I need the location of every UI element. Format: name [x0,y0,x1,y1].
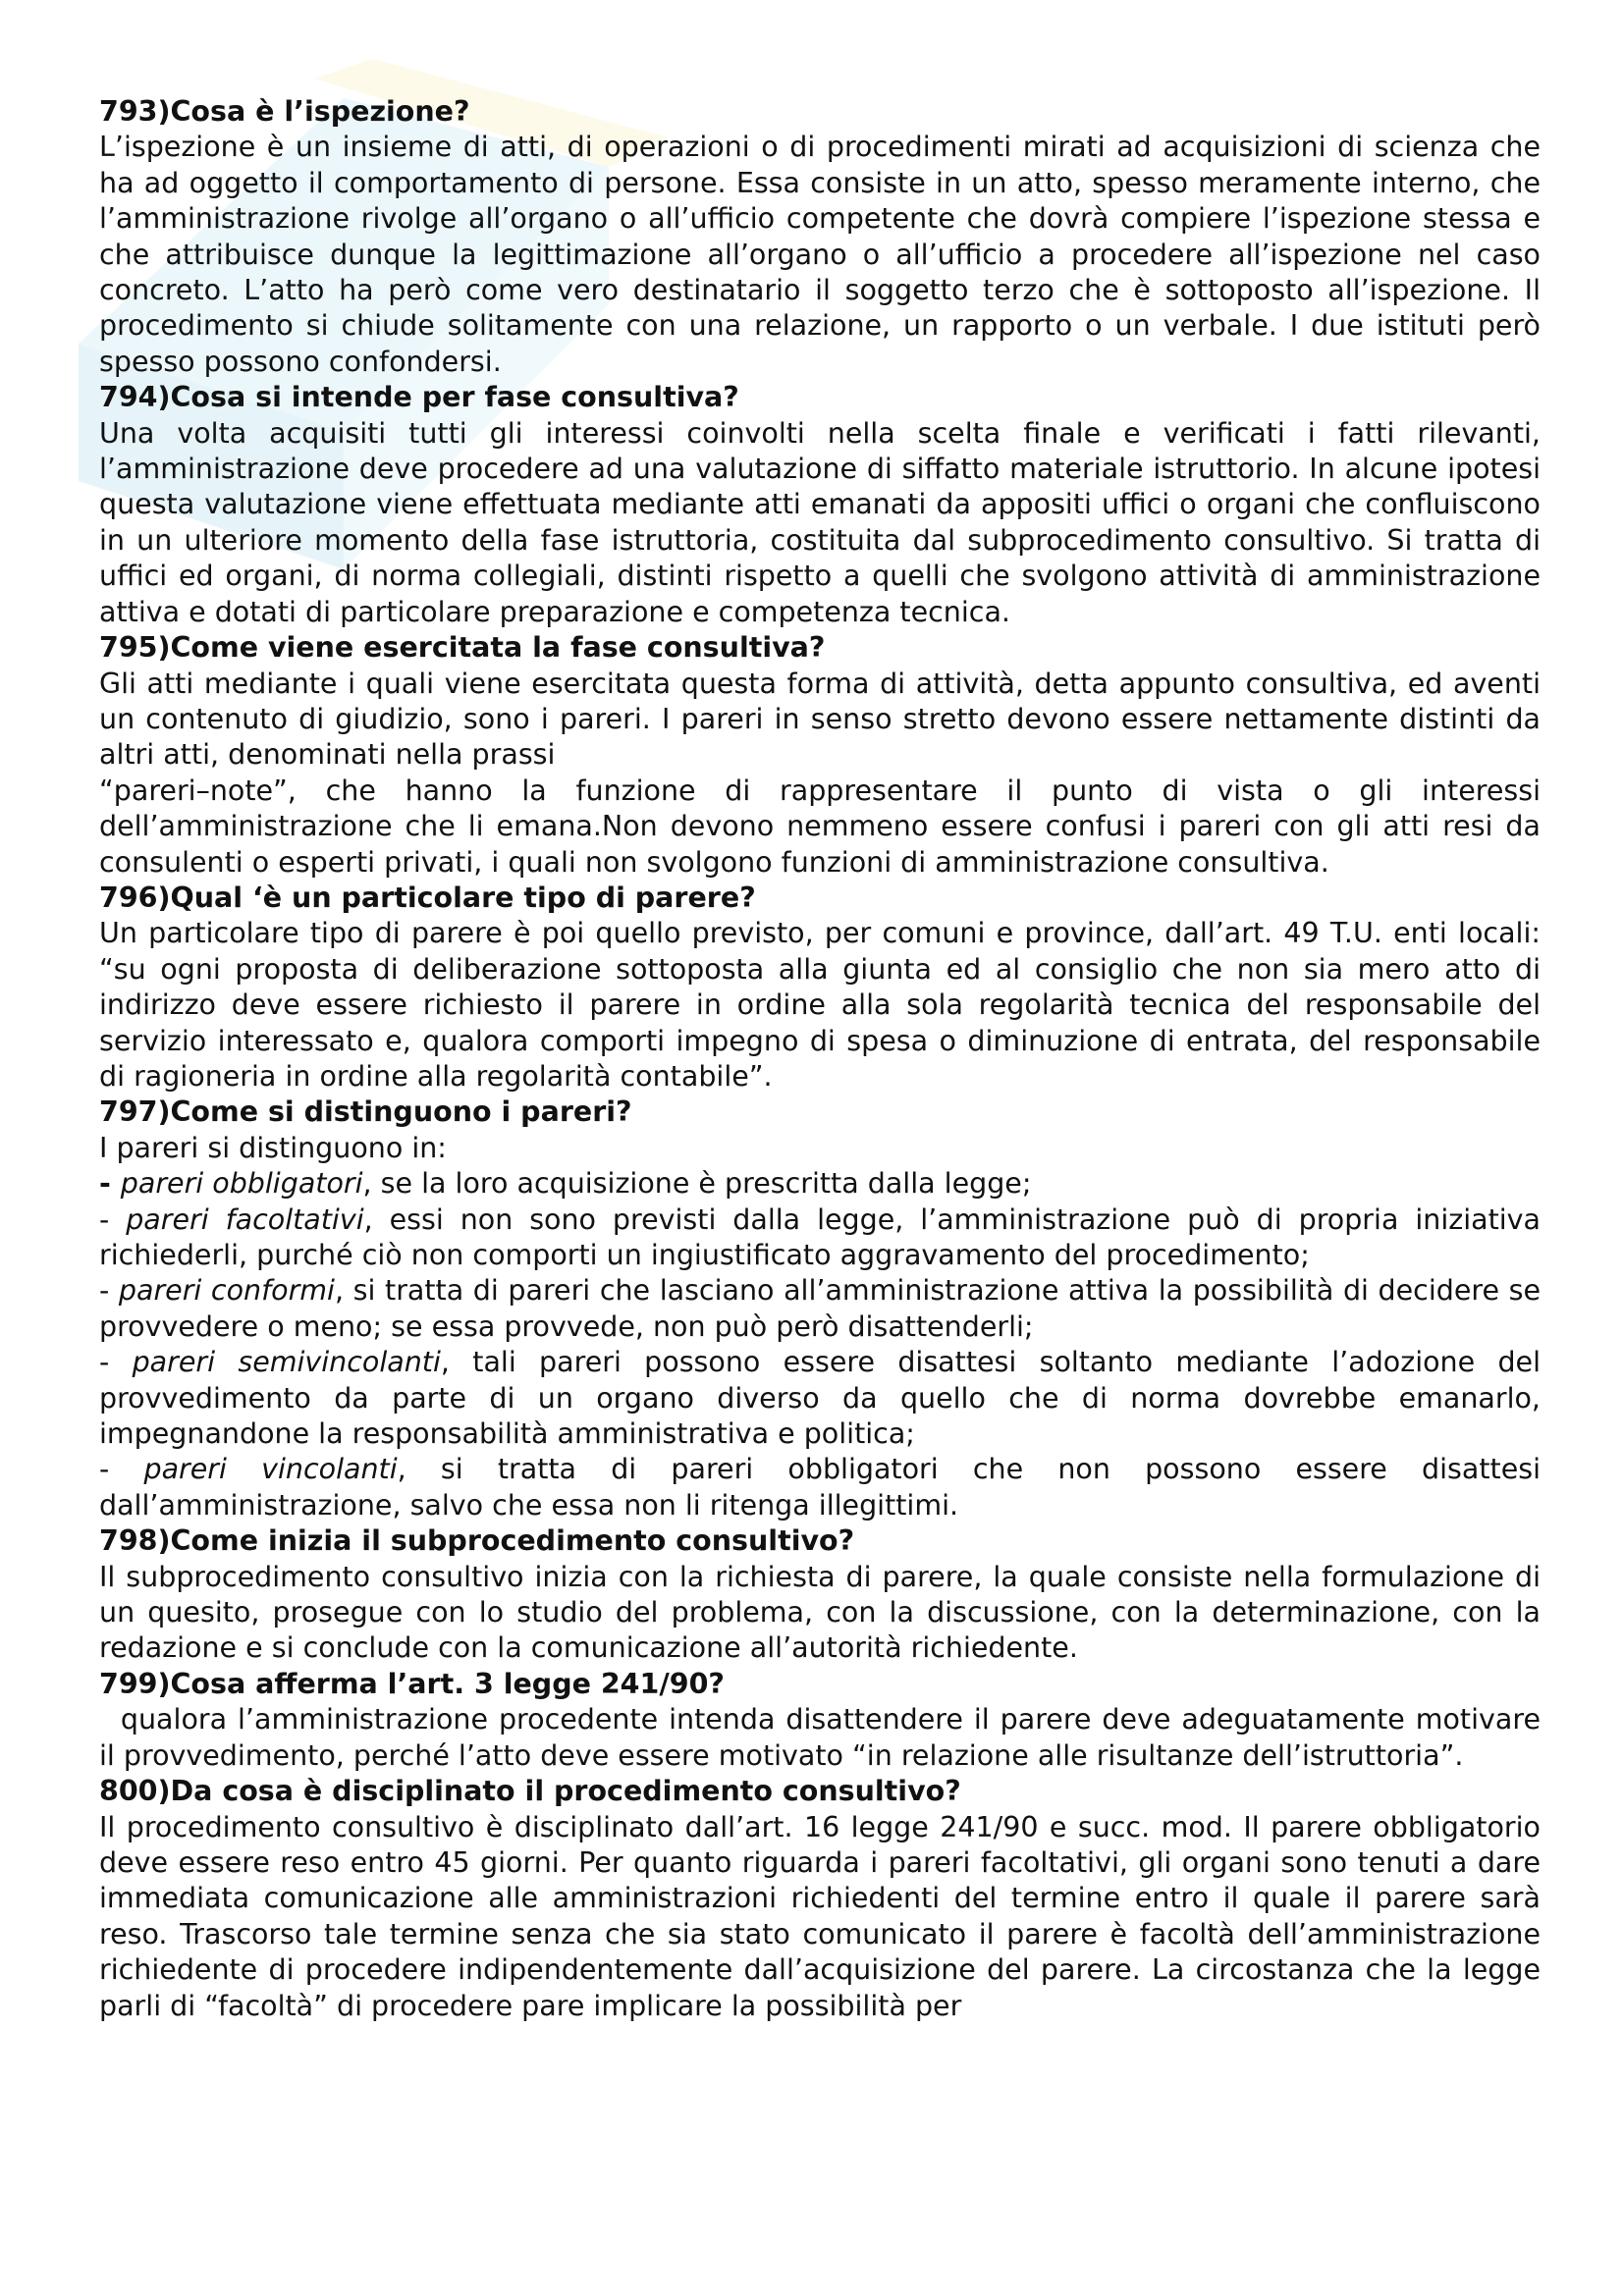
list-dash: - [99,1453,144,1486]
answer-paragraph: Una volta acquisiti tutti gli interessi coinvolti nella scelta finale e verificati i fatti rilevanti, l’amministrazione deve procedere ad una valutazione di siffatto materiale istruttorio. In alcune ipotesi questa valutazione viene effettuata mediante atti emanati da appositi uffici o organi che confluiscono in un ulteriore momento della fase istruttoria, costituita dal subprocedimento consultivo. Si tratta di uffici ed organi, di norma collegiali, distinti rispetto a quelli che svolgono attività di amministrazione attiva e dotati di particolare preparazione e competenza tecnica. [99,416,1550,628]
answer-paragraph: Il subprocedimento consultivo inizia con la richiesta di parere, la quale consiste nella formulazione di un quesito, prosegue con lo studio del problema, con la discussione, con la determinazione, con la redazione e si conclude con la comunicazione all’autorità richiedente. [99,1560,1550,1665]
list-dash: - [99,1346,133,1379]
answer-paragraph: “pareri–note”, che hanno la funzione di rappresentare il punto di vista o gli interessi dell’amministrazione che li emana.Non devono nemmeno essere confusi i pareri con gli atti resi da consulenti o esperti privati, i quali non svolgono funzioni di amministrazione consultiva. [99,774,1550,879]
qa-section [99,380,1550,630]
question-heading: 800)Da cosa è disciplinato il procedimento consultivo? [99,1775,961,1808]
list-text: , essi non sono previsti dalla legge, l’amministrazione può di propria iniziativa richiederli, purché ciò non comporti un ingiustificato aggravamento del procedimento; [99,1202,1542,1271]
list-item [99,1452,1541,1523]
qa-section [99,630,1550,881]
qa-section [99,1095,1541,1523]
question-heading: 797)Come si distinguono i pareri? [99,1095,632,1129]
opinion-types-list [99,1166,1541,1523]
list-item [99,1166,1541,1201]
list-text: , se la loro acquisizione è prescritta dalla legge; [362,1167,1032,1201]
qa-section [99,1523,1550,1667]
list-dash: - [99,1167,121,1201]
list-item [99,1202,1541,1274]
list-term: pareri conformi [118,1274,335,1308]
question-heading: 795)Come viene esercitata la fase consultiva? [99,631,826,665]
list-text: , si tratta di pareri che lasciano all’amministrazione attiva la possibilità di decidere se provvedere o meno; se essa provvede, non può però disattenderli; [99,1274,1542,1343]
list-term: pareri facoltativi [126,1202,364,1236]
list-term: pareri obbligatori [120,1167,363,1201]
answer-paragraph: Un particolare tipo di parere è poi quello previsto, per comuni e province, dall’art. 49 T.U. enti locali: “su ogni proposta di deliberazione sottoposta alla giunta ed al consiglio che non sia mero atto di indirizzo deve essere richiesto il parere in ordine alla sola regolarità tecnica del responsabile del servizio interessato e, qualora comporti impegno di spesa o diminuzione di entrata, del responsabile di ragioneria in ordine alla regolarità contabile”. [99,917,1550,1093]
list-dash: - [99,1274,119,1308]
list-term: pareri vincolanti [143,1453,398,1486]
qa-section [99,1667,1550,1774]
qa-section [99,1774,1550,2024]
answer-paragraph: Il procedimento consultivo è disciplinato dall’art. 16 legge 241/90 e succ. mod. Il parere obbligatorio deve essere reso entro 45 giorni. Per quanto riguarda i pareri facoltativi, gli organi sono tenuti a dare immediata comunicazione alle amministrazioni richiedenti del termine entro il quale il parere sarà reso. Trascorso tale termine senza che sia stato comunicato il parere è facoltà dell’amministrazione richiedente di procedere indipendentemente dall’acquisizione del parere. La circostanza che la legge parli di “facoltà” di procedere pare implicare la possibilità per [99,1810,1550,2022]
list-intro: I pareri si distinguono in: [99,1131,447,1164]
list-dash: - [99,1202,127,1236]
answer-paragraph: Gli atti mediante i quali viene esercitata questa forma di attività, detta appunto consultiva, ed aventi un contenuto di giudizio, sono i pareri. I pareri in senso stretto devono essere nettamente distinti da altri atti, denominati nella prassi [99,667,1550,772]
qa-section [99,881,1550,1095]
question-heading: 794)Cosa si intende per fase consultiva? [99,381,739,414]
qa-section [99,94,1550,380]
list-item [99,1273,1541,1345]
list-term: pareri semivincolanti [132,1346,441,1379]
question-heading: 799)Cosa afferma l’art. 3 legge 241/90? [99,1667,725,1700]
list-item [99,1345,1541,1452]
list-text: , si tratta di pareri obbligatori che non possono essere disattesi dall’amministrazione, salvo che essa non li ritenga illegittimi. [99,1453,1542,1522]
document-body [99,94,1550,2024]
answer-paragraph: L’ispezione è un insieme di atti, di operazioni o di procedimenti mirati ad acquisizioni di scienza che ha ad oggetto il comportamento di persone. Essa consiste in un atto, spesso meramente interno, che l’amministrazione rivolge all’organo o all’ufficio competente che dovrà compiere l’ispezione stessa e che attribuisce dunque la legittimazione all’organo o all’ufficio a procedere all’ispezione nel caso concreto. L’atto ha però come vero destinatario il soggetto terzo che è sottoposto all’ispezione. Il procedimento si chiude solitamente con una relazione, un rapporto o un verbale. I due istituti però spesso possono confondersi. [99,131,1550,378]
list-text: , tali pareri possono essere disattesi soltanto mediante l’adozione del provvedimento da parte di un organo diverso da quello che di norma dovrebbe emanarlo, impegnandone la responsabilità amministrativa e politica; [99,1346,1541,1451]
question-heading: 798)Come inizia il subprocedimento consultivo? [99,1524,855,1558]
answer-paragraph: qualora l’amministrazione procedente intenda disattendere il parere deve adeguatamente motivare il provvedimento, perché l’atto deve essere motivato “in relazione alle risultanze dell’istruttoria”. [99,1703,1550,1772]
question-heading: 793)Cosa è l’ispezione? [99,95,470,128]
question-heading: 796)Qual ‘è un particolare tipo di parere? [99,881,756,914]
